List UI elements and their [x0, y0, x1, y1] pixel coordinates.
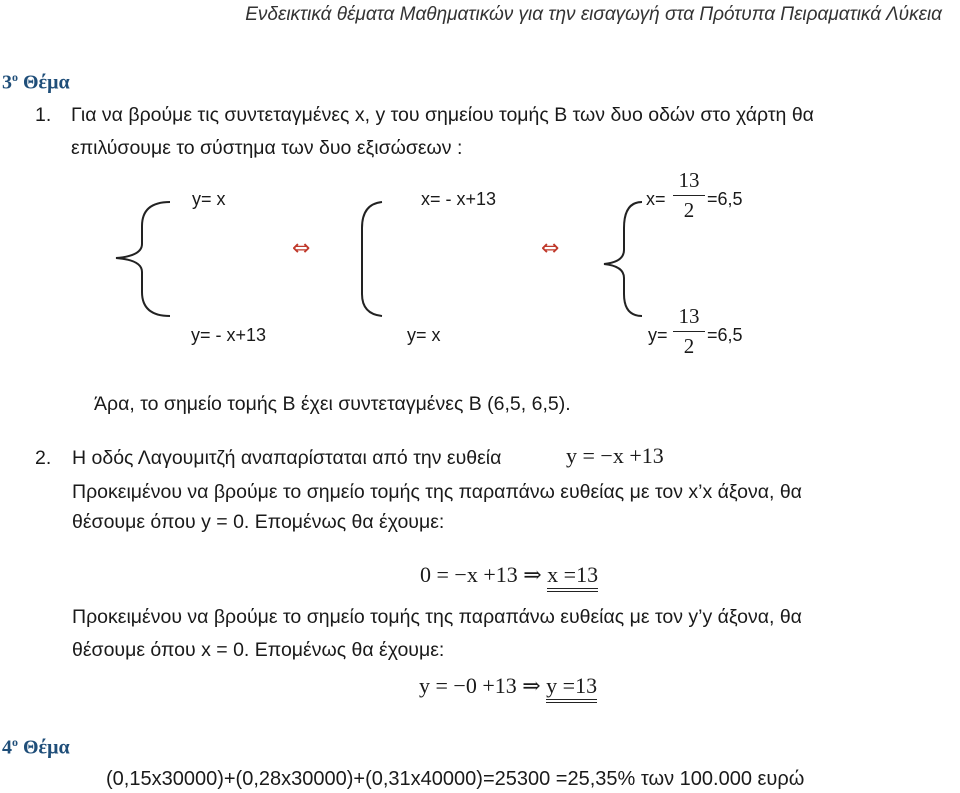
fraction-top [673, 170, 705, 221]
brace-3 [600, 198, 650, 320]
section-3-sup: ο [12, 70, 18, 84]
item-2-line-3: θέσουμε όπου y = 0. Επομένως θα έχουμε: [72, 511, 445, 533]
item-2-line-1: Η οδός Λαγουμιτζή αναπαρίσταται από την ευθεία [72, 447, 502, 469]
item-2-number: 2. [35, 447, 52, 469]
section-4-heading [2, 735, 70, 760]
equivalence-icon: ⇔ [541, 236, 560, 261]
fraction-denominator: 2 [683, 334, 695, 358]
page-header: Ενδεικτικά θέματα Μαθηματικών για την εισαγωγή στα Πρότυπα Πειραματικά Λύκεια [245, 4, 942, 25]
section-4-calculation: (0,15x30000)+(0,28x30000)+(0,31x40000)=25300 =25,35% των 100.000 ευρώ [106, 768, 805, 790]
x-intercept-equation [420, 562, 598, 588]
equivalence-icon: ⇔ [292, 236, 311, 261]
system-1-top: y= x [192, 189, 226, 209]
brace-1 [108, 198, 178, 320]
section-3-word: Θέμα [23, 71, 70, 94]
system-1-bottom: y= - x+13 [191, 325, 267, 345]
x-intercept-result: x =13 [547, 562, 598, 592]
system-2-top: x= - x+13 [421, 189, 497, 209]
y-intercept-lhs: y = −0 +13 ⇒ [419, 673, 547, 698]
item-2-line-4: Προκειμένου να βρούμε το σημείο τομής της παραπάνω ευθείας με τον y’y άξονα, θα [72, 606, 802, 628]
system-3-bottom-rhs: =6,5 [707, 325, 743, 345]
section-4-number: 4 [2, 736, 12, 759]
fraction-bottom [673, 306, 705, 357]
conclusion-text: Άρα, το σημείο τομής Β έχει συντεταγμένες Β (6,5, 6,5). [94, 393, 571, 415]
fraction-bar [673, 331, 705, 332]
fraction-numerator: 13 [678, 168, 700, 192]
fraction-bar [673, 195, 705, 196]
x-intercept-lhs: 0 = −x +13 ⇒ [420, 562, 548, 587]
y-intercept-equation [419, 673, 597, 699]
system-3-bottom-lhs: y= [648, 325, 668, 345]
section-4-word: Θέμα [23, 736, 70, 759]
item-1-number: 1. [35, 104, 52, 126]
section-4-sup: ο [12, 735, 18, 749]
section-3-heading [2, 70, 70, 95]
item-2-line-5: θέσουμε όπου x = 0. Επομένως θα έχουμε: [72, 639, 445, 661]
section-3-number: 3 [2, 71, 12, 94]
y-intercept-result: y =13 [546, 673, 597, 703]
fraction-denominator: 2 [683, 198, 695, 222]
item-1-line-2: επιλύσουμε το σύστημα των δυο εξισώσεων : [71, 137, 463, 159]
system-2-bottom: y= x [407, 325, 441, 345]
system-3-top-lhs: x= [646, 189, 666, 209]
item-2-line-2: Προκειμένου να βρούμε το σημείο τομής της παραπάνω ευθείας με τον x’x άξονα, θα [72, 481, 802, 503]
system-3-top-rhs: =6,5 [707, 189, 743, 209]
item-1-line-1: Για να βρούμε τις συντεταγμένες x, y του σημείου τομής Β των δυο οδών στο χάρτη θα [71, 104, 814, 126]
line-equation: y = −x +13 [566, 443, 664, 468]
brace-2 [348, 198, 388, 320]
fraction-numerator: 13 [678, 304, 700, 328]
